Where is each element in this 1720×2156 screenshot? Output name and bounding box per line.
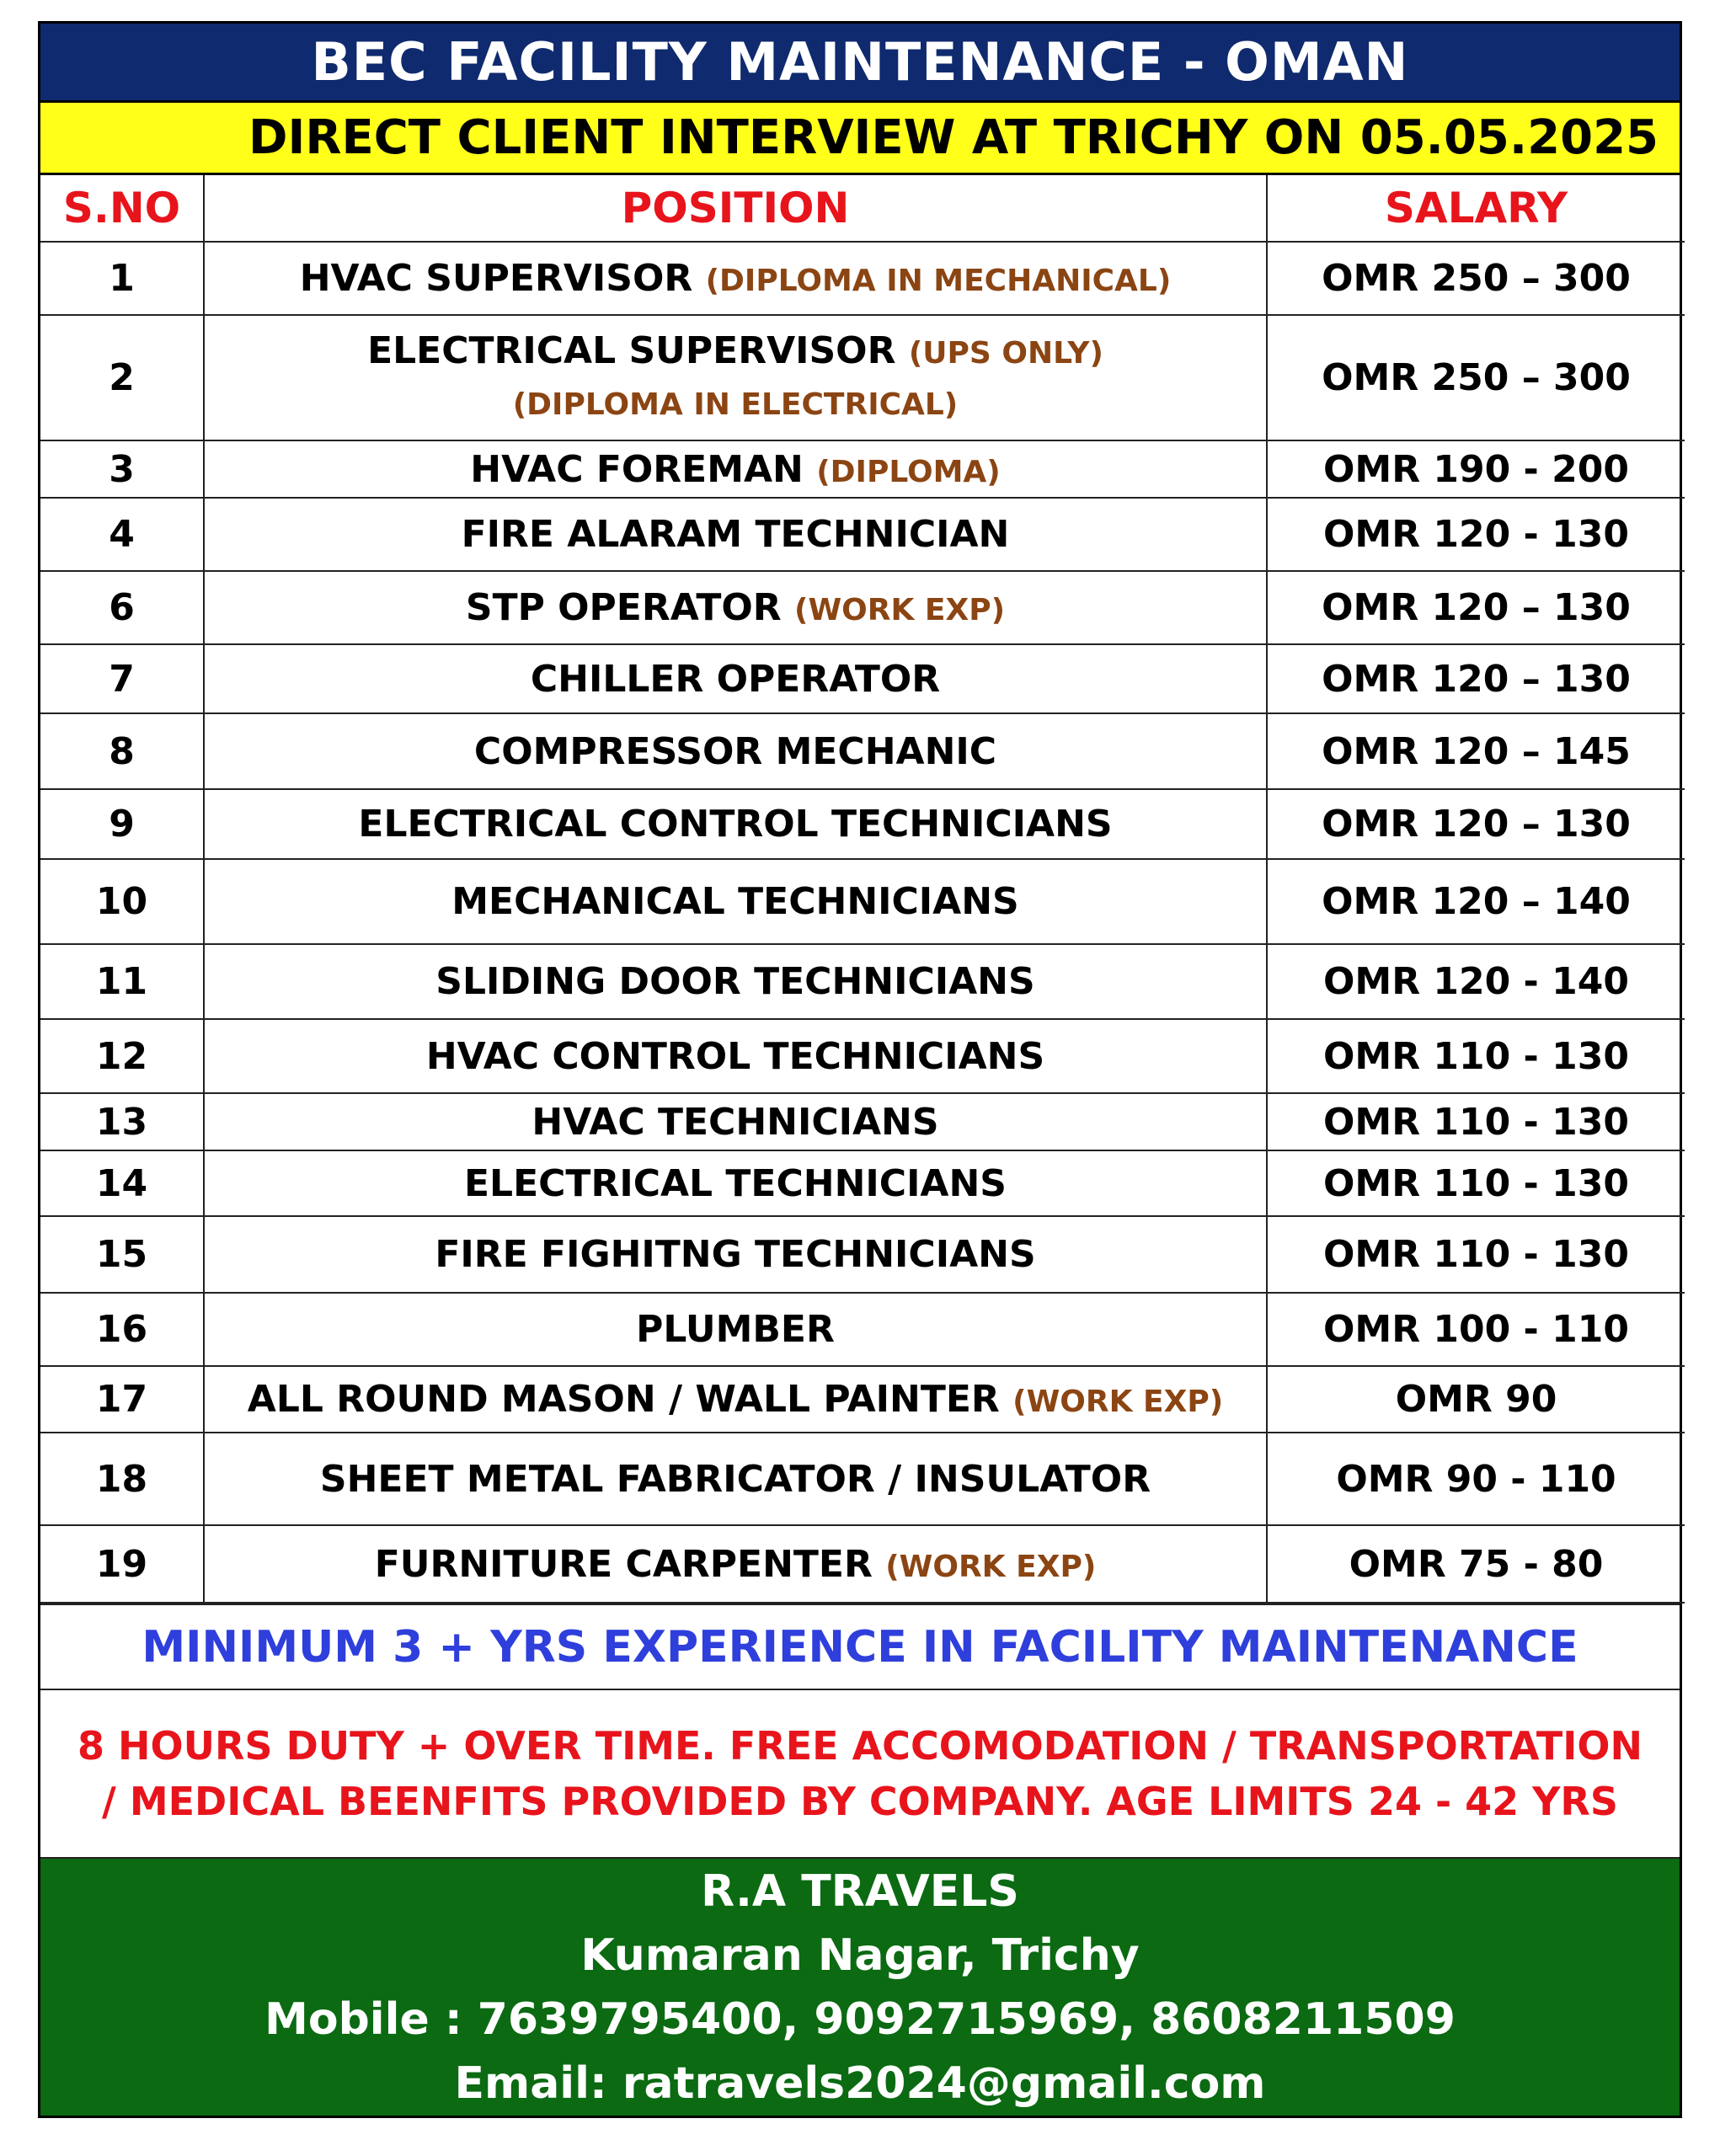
row-position: ELECTRICAL CONTROL TECHNICIANS xyxy=(204,789,1267,859)
row-position xyxy=(204,1525,1267,1603)
row-salary: OMR 120 – 145 xyxy=(1267,713,1685,789)
row-position: CHILLER OPERATOR xyxy=(204,644,1267,713)
position-title: HVAC FOREMAN xyxy=(470,447,804,491)
terms-line: / MEDICAL BEENFITS PROVIDED BY COMPANY. AGE LIMITS 24 - 42 YRS xyxy=(102,1779,1618,1824)
row-salary: OMR 90 - 110 xyxy=(1267,1433,1685,1525)
table-row xyxy=(40,242,1685,315)
row-position xyxy=(204,1366,1267,1433)
table-row xyxy=(40,859,1685,944)
row-sno: 11 xyxy=(40,944,204,1019)
table-row xyxy=(40,1293,1685,1366)
column-header-salary: SALARY xyxy=(1267,175,1685,242)
terms-line: 8 HOURS DUTY + OVER TIME. FREE ACCOMODATION / TRANSPORTATION xyxy=(77,1723,1643,1769)
row-salary: OMR 120 – 130 xyxy=(1267,571,1685,644)
interview-banner: DIRECT CLIENT INTERVIEW AT TRICHY ON 05.05.2025 xyxy=(40,103,1680,175)
agency-email: Email: ratravels2024@gmail.com xyxy=(454,2057,1266,2109)
position-note: (DIPLOMA IN MECHANICAL) xyxy=(705,264,1172,298)
row-position: FIRE FIGHITNG TECHNICIANS xyxy=(204,1216,1267,1293)
row-sno: 9 xyxy=(40,789,204,859)
position-note: (WORK EXP) xyxy=(885,1549,1097,1584)
column-header-position: POSITION xyxy=(204,175,1267,242)
row-sno: 14 xyxy=(40,1150,204,1216)
row-salary: OMR 250 – 300 xyxy=(1267,315,1685,440)
row-salary: OMR 190 - 200 xyxy=(1267,440,1685,498)
agency-name: R.A TRAVELS xyxy=(701,1865,1019,1917)
job-flyer xyxy=(38,21,1682,2118)
row-salary: OMR 110 - 130 xyxy=(1267,1093,1685,1150)
position-title: HVAC SUPERVISOR xyxy=(299,257,693,300)
row-sno: 15 xyxy=(40,1216,204,1293)
contact-footer xyxy=(40,1857,1680,2116)
position-note: (DIPLOMA) xyxy=(816,454,1001,489)
position-note: (WORK EXP) xyxy=(1012,1385,1224,1419)
row-sno: 8 xyxy=(40,713,204,789)
position-note-secondary: (DIPLOMA IN ELECTRICAL) xyxy=(512,387,959,422)
position-title: ELECTRICAL SUPERVISOR xyxy=(367,328,896,372)
row-sno: 4 xyxy=(40,498,204,571)
position-title: STP OPERATOR xyxy=(465,586,782,629)
row-sno: 12 xyxy=(40,1019,204,1093)
row-salary: OMR 120 - 140 xyxy=(1267,944,1685,1019)
agency-address: Kumaran Nagar, Trichy xyxy=(580,1929,1140,1981)
table-row xyxy=(40,1093,1685,1150)
row-salary: OMR 120 – 130 xyxy=(1267,789,1685,859)
table-row xyxy=(40,315,1685,440)
benefits-terms xyxy=(40,1690,1680,1857)
row-sno: 17 xyxy=(40,1366,204,1433)
row-position: ELECTRICAL TECHNICIANS xyxy=(204,1150,1267,1216)
row-salary: OMR 110 - 130 xyxy=(1267,1216,1685,1293)
row-sno: 13 xyxy=(40,1093,204,1150)
row-sno: 6 xyxy=(40,571,204,644)
row-sno: 1 xyxy=(40,242,204,315)
agency-mobile: Mobile : 7639795400, 9092715969, 8608211509 xyxy=(264,1993,1456,2045)
column-header-sno: S.NO xyxy=(40,175,204,242)
row-position: COMPRESSOR MECHANIC xyxy=(204,713,1267,789)
row-position: SLIDING DOOR TECHNICIANS xyxy=(204,944,1267,1019)
row-salary: OMR 120 - 130 xyxy=(1267,498,1685,571)
row-sno: 3 xyxy=(40,440,204,498)
table-row xyxy=(40,1216,1685,1293)
row-salary: OMR 75 - 80 xyxy=(1267,1525,1685,1603)
table-row xyxy=(40,1525,1685,1603)
row-position xyxy=(204,242,1267,315)
row-salary: OMR 120 – 130 xyxy=(1267,644,1685,713)
position-note: (UPS ONLY) xyxy=(908,335,1103,371)
row-sno: 2 xyxy=(40,315,204,440)
table-row xyxy=(40,571,1685,644)
row-position: MECHANICAL TECHNICIANS xyxy=(204,859,1267,944)
position-title: ALL ROUND MASON / WALL PAINTER xyxy=(247,1378,1000,1421)
row-salary: OMR 110 - 130 xyxy=(1267,1019,1685,1093)
row-sno: 7 xyxy=(40,644,204,713)
flyer-title: BEC FACILITY MAINTENANCE - OMAN xyxy=(40,24,1680,103)
row-sno: 18 xyxy=(40,1433,204,1525)
row-sno: 19 xyxy=(40,1525,204,1603)
row-salary: OMR 250 – 300 xyxy=(1267,242,1685,315)
row-salary: OMR 90 xyxy=(1267,1366,1685,1433)
row-salary: OMR 100 - 110 xyxy=(1267,1293,1685,1366)
table-row xyxy=(40,440,1685,498)
row-position xyxy=(204,315,1267,440)
table-row xyxy=(40,713,1685,789)
positions-table xyxy=(40,175,1685,1604)
table-header-row xyxy=(40,175,1685,242)
table-row xyxy=(40,644,1685,713)
row-position: PLUMBER xyxy=(204,1293,1267,1366)
row-sno: 10 xyxy=(40,859,204,944)
row-position xyxy=(204,571,1267,644)
table-row xyxy=(40,1150,1685,1216)
table-row xyxy=(40,1366,1685,1433)
row-position: SHEET METAL FABRICATOR / INSULATOR xyxy=(204,1433,1267,1525)
row-position: HVAC CONTROL TECHNICIANS xyxy=(204,1019,1267,1093)
position-title: FURNITURE CARPENTER xyxy=(374,1542,873,1586)
table-row xyxy=(40,498,1685,571)
row-position: HVAC TECHNICIANS xyxy=(204,1093,1267,1150)
row-position: FIRE ALARAM TECHNICIAN xyxy=(204,498,1267,571)
row-salary: OMR 120 – 140 xyxy=(1267,859,1685,944)
row-sno: 16 xyxy=(40,1293,204,1366)
row-position xyxy=(204,440,1267,498)
table-row xyxy=(40,1019,1685,1093)
table-row xyxy=(40,789,1685,859)
table-row xyxy=(40,1433,1685,1525)
experience-requirement: MINIMUM 3 + YRS EXPERIENCE IN FACILITY MAINTENANCE xyxy=(40,1604,1680,1690)
table-row xyxy=(40,944,1685,1019)
position-note: (WORK EXP) xyxy=(794,593,1006,627)
row-salary: OMR 110 - 130 xyxy=(1267,1150,1685,1216)
